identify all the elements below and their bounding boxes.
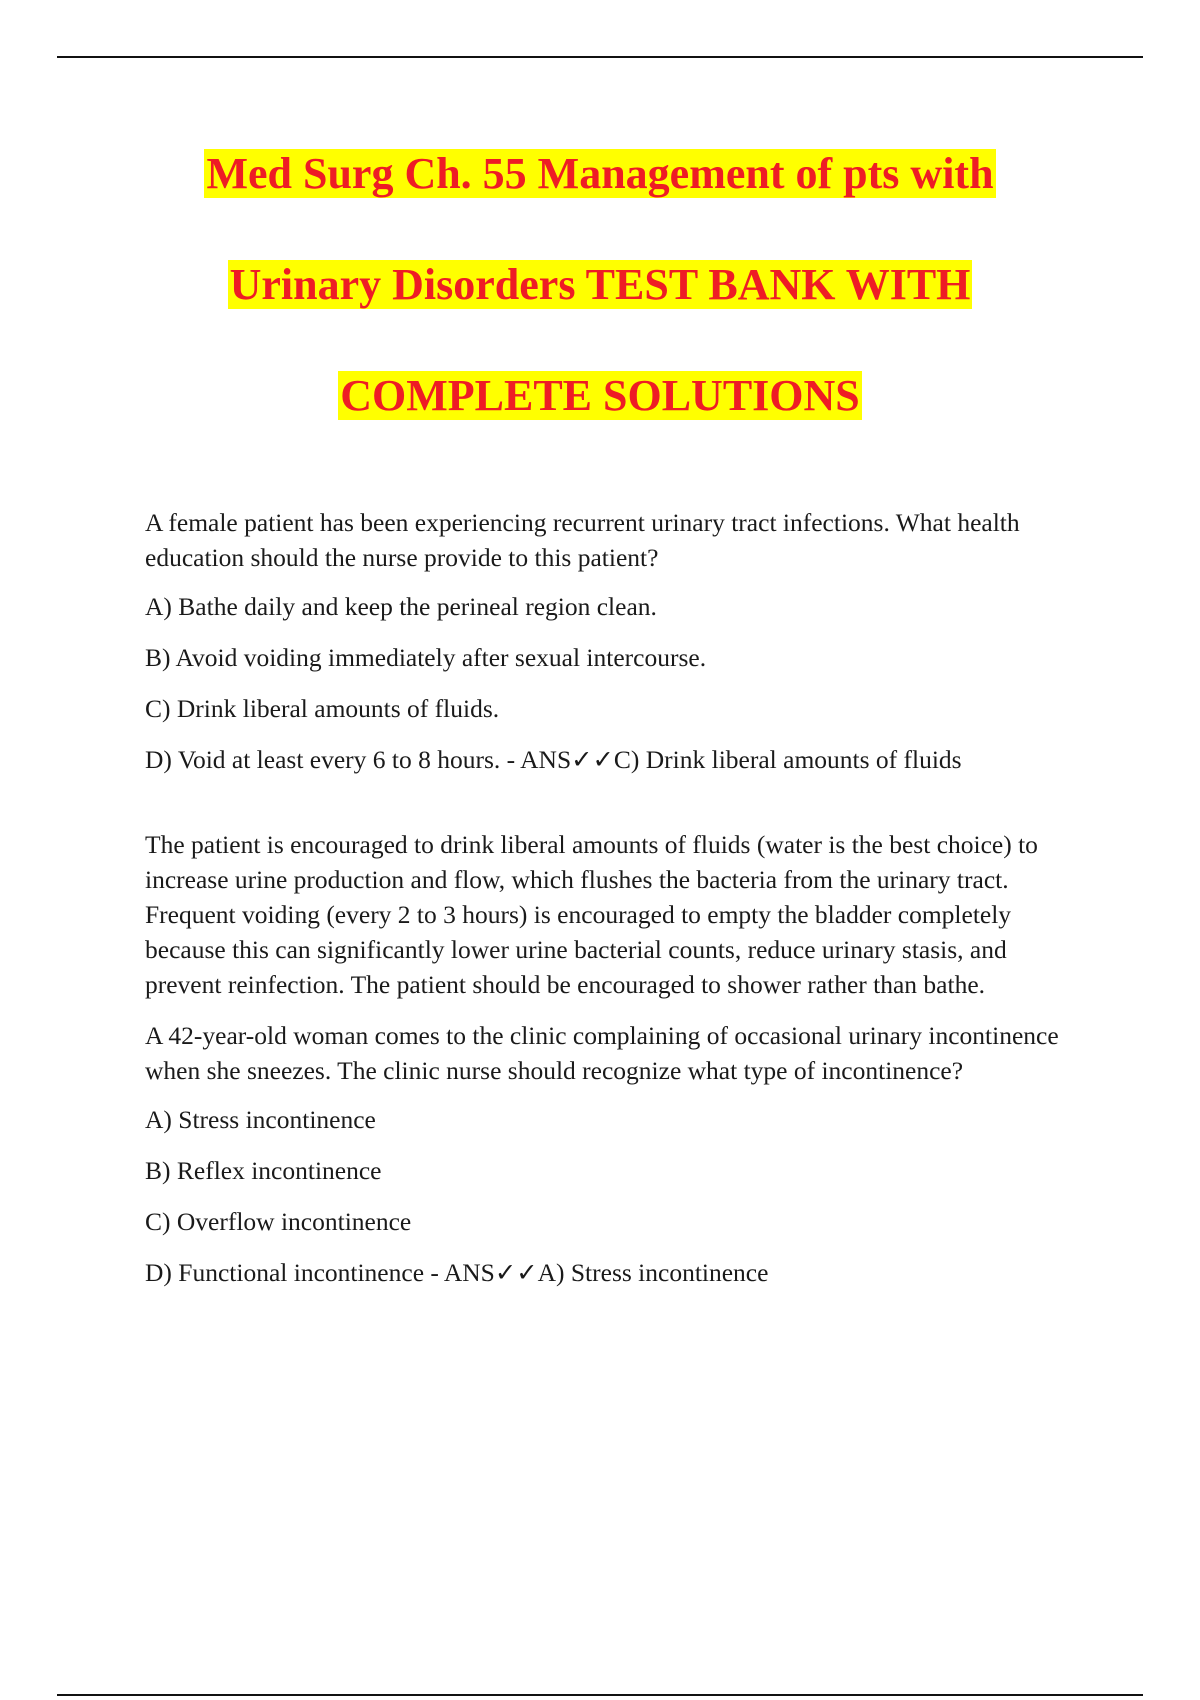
question-1-option-a: A) Bathe daily and keep the perineal region clean. (145, 592, 657, 621)
question-2-option-b: B) Reflex incontinence (145, 1156, 382, 1185)
question-1-option-d-answer: D) Void at least every 6 to 8 hours. - ANS✓✓C) Drink liberal amounts of fluids (145, 745, 962, 774)
bottom-rule (57, 1694, 1143, 1696)
question-1-text: A female patient has been experiencing recurrent urinary tract infections. What health education should the nurse provide to this patient? (145, 508, 1020, 572)
document-body (145, 505, 1085, 1306)
title-line-2-text: Urinary Disorders TEST BANK WITH (229, 260, 971, 309)
question-1-explanation: The patient is encouraged to drink liberal amounts of fluids (water is the best choice) to increase urine production and flow, which flushes the bacteria from the urinary tract. Frequent voiding (every 2 to 3 hours) is encouraged to empty the bladder completely because this can significantly lower urine bacterial counts, reduce urinary stasis, and prevent reinfection. The patient should be encouraged to shower rather than bathe. (145, 830, 1038, 999)
title-line-1-text: Med Surg Ch. 55 Management of pts with (206, 149, 994, 198)
top-rule (57, 56, 1143, 58)
title-line-3 (0, 368, 1200, 424)
question-2-option-a: A) Stress incontinence (145, 1105, 376, 1134)
title-line-1 (0, 146, 1200, 202)
title-line-2 (0, 257, 1200, 313)
question-2-option-d-answer: D) Functional incontinence - ANS✓✓A) Stress incontinence (145, 1258, 769, 1287)
title-line-3-text: COMPLETE SOLUTIONS (340, 371, 860, 420)
question-2-option-c: C) Overflow incontinence (145, 1207, 412, 1236)
question-1-option-b: B) Avoid voiding immediately after sexual intercourse. (145, 643, 707, 672)
question-1-option-c: C) Drink liberal amounts of fluids. (145, 694, 500, 723)
question-2-text: A 42-year-old woman comes to the clinic complaining of occasional urinary incontinence when she sneezes. The clinic nurse should recognize what type of incontinence? (145, 1021, 1059, 1085)
